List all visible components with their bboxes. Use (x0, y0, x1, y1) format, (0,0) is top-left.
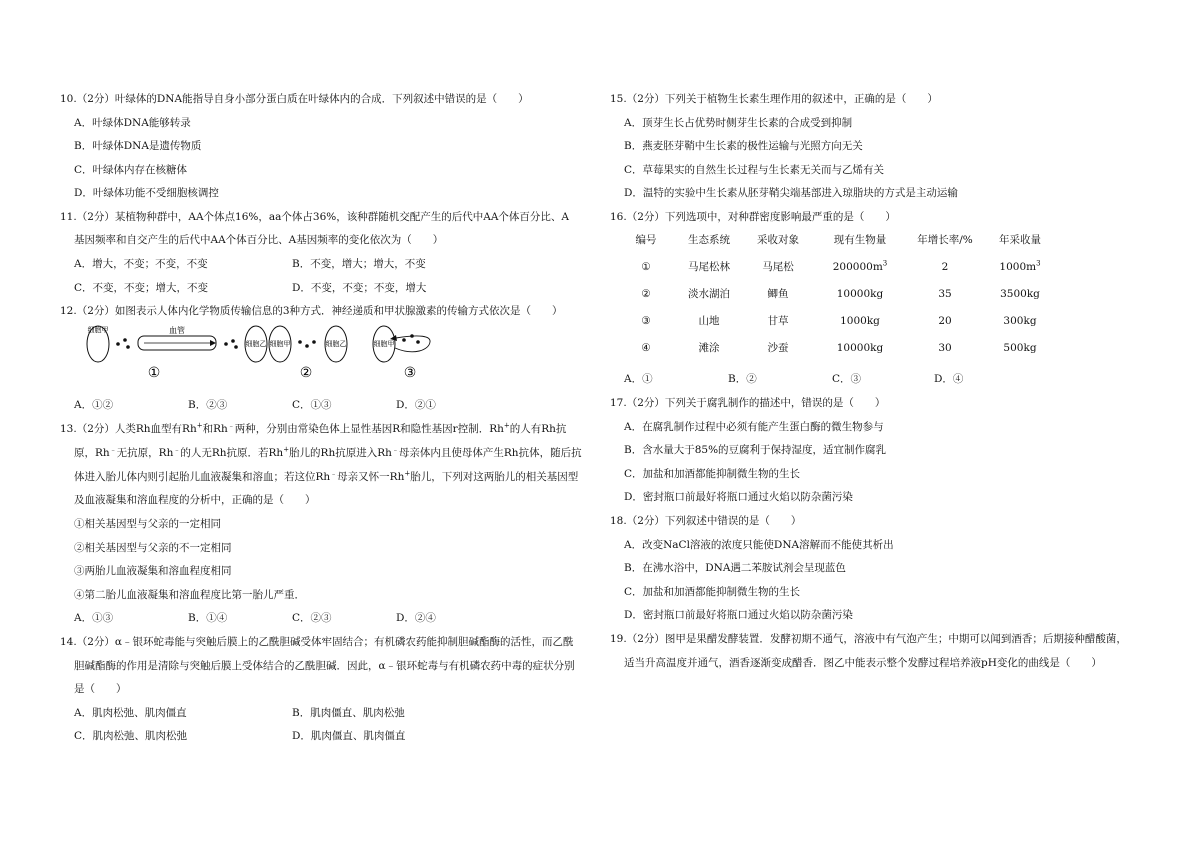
q16-option-a: A．① (624, 373, 653, 385)
table-cell: ③ (641, 314, 651, 327)
table-cell: 10000kg (836, 287, 884, 300)
table-cell: 3500kg (1000, 287, 1040, 300)
table-cell: 山地 (698, 315, 720, 327)
q16-option-c: C．③ (832, 373, 862, 385)
q11-option-a: A．增大，不变；不变，不变 (74, 258, 208, 270)
q15-option-b: B．燕麦胚芽鞘中生长素的极性运输与光照方向无关 (624, 140, 863, 152)
q13-statement-2: ②相关基因型与父亲的不一定相同 (74, 542, 232, 554)
figure-number-1: ① (147, 365, 161, 381)
q13-statement-3: ③两胎儿血液凝集和溶血程度相同 (74, 565, 232, 577)
q12-stem: 12.（2分）如图表示人体内化学物质传输信息的3种方式．神经递质和甲状腺激素的传输方式依次是（ ） (60, 305, 563, 317)
q14-line3: 是（ ） (74, 683, 127, 695)
table-cell: 300kg (1003, 314, 1037, 327)
q17-option-d: D．密封瓶口前最好将瓶口通过火焰以防杂菌污染 (624, 491, 853, 503)
q14-line1: 14.（2分）α﹣银环蛇毒能与突触后膜上的乙酰胆碱受体牢固结合；有机磷农药能抑制胆碱酯酶的活性，而乙酰 (60, 636, 574, 648)
table-header-cell: 年增长率/% (917, 234, 973, 246)
q17-option-c: C．加盐和加酒都能抑制微生物的生长 (624, 468, 801, 480)
table-cell: 30 (938, 341, 952, 354)
q16-table (618, 226, 1058, 361)
q16-stem: 16.（2分）下列选项中，对种群密度影响最严重的是（ ） (610, 211, 896, 223)
q13-option-c: C．②③ (292, 612, 332, 624)
table-header-cell: 年采收量 (999, 234, 1041, 246)
table-cell: 鲫鱼 (767, 288, 789, 300)
table-header-cell: 生态系统 (688, 234, 730, 246)
q19-line2: 适当升高温度并通气，酒香逐渐变成醋香．图乙中能表示整个发酵过程培养液pH变化的曲线是（ ） (624, 657, 1102, 669)
q15-stem: 15.（2分）下列关于植物生长素生理作用的叙述中，正确的是（ ） (610, 93, 938, 105)
q15-option-a: A．顶芽生长占优势时侧芽生长素的合成受到抑制 (624, 117, 853, 129)
q10-option-b: B．叶绿体DNA是遗传物质 (74, 140, 202, 152)
q11-stem-line1: 11.（2分）某植物种群中，AA个体点16%，aa个体占36%，该种群随机交配产生的后代中AA个体百分比、A (60, 211, 569, 223)
cell-a-3-label: 细胞甲 (373, 340, 395, 348)
q10-option-a: A．叶绿体DNA能够转录 (74, 117, 191, 129)
signal-transmission-figure (84, 322, 454, 382)
q13-option-b: B．①④ (188, 612, 228, 624)
figure-number-3: ③ (403, 365, 417, 381)
table-row (618, 307, 1058, 334)
q13-line1: 13.（2分）人类Rh血型有Rh+和Rh﹣两种，分别由常染色体上显性基因R和隐性基因r控制．Rh+的人有Rh抗 (60, 421, 567, 435)
table-cell: 500kg (1003, 341, 1037, 354)
q14-option-a: A．肌肉松弛、肌肉僵直 (74, 707, 187, 719)
q13-option-a: A．①③ (74, 612, 114, 624)
table-cell: 35 (938, 287, 952, 300)
table-cell: ① (641, 260, 651, 273)
q12-option-b: B．②③ (188, 399, 228, 411)
q17-stem: 17.（2分）下列关于腐乳制作的描述中，错误的是（ ） (610, 397, 886, 409)
q17-option-b: B．含水量大于85%的豆腐利于保持湿度，适宜制作腐乳 (624, 444, 887, 456)
table-header-cell: 采收对象 (757, 234, 799, 246)
table-cell: 甘草 (767, 315, 789, 327)
q11-stem-line2: 基因频率和自交产生的后代中AA个体百分比、A基因频率的变化依次为（ ） (74, 234, 444, 246)
q18-stem: 18.（2分）下列叙述中错误的是（ ） (610, 515, 802, 527)
table-header-cell: 编号 (635, 234, 657, 246)
q12-diagram (84, 322, 454, 382)
table-cell: 2 (941, 260, 949, 273)
table-header-row (618, 226, 1058, 253)
q11-option-c: C．不变，不变；增大，不变 (74, 282, 209, 294)
q13-statement-4: ④第二胎儿血液凝集和溶血程度比第一胎儿严重． (74, 589, 305, 601)
table-cell: 马尾松 (762, 261, 794, 273)
table-cell: 沙蚕 (767, 342, 789, 354)
q16-option-d: D．④ (934, 373, 964, 385)
table-cell: $200000m^3$ (832, 259, 888, 273)
cell-b-1-label: 细胞乙 (245, 340, 267, 348)
vessel-label: 血管 (169, 326, 185, 335)
q18-option-d: D．密封瓶口前最好将瓶口通过火焰以防杂菌污染 (624, 609, 853, 621)
q12-option-c: C．①③ (292, 399, 332, 411)
q10-option-c: C．叶绿体内存在核糖体 (74, 164, 188, 176)
q12-option-d: D．②① (396, 399, 436, 411)
q17-option-a: A．在腐乳制作过程中必须有能产生蛋白酶的微生物参与 (624, 421, 884, 433)
figure-number-2: ② (299, 365, 313, 381)
q11-option-b: B．不变，增大；增大，不变 (292, 258, 426, 270)
table-row (618, 280, 1058, 307)
table-cell: ② (641, 287, 651, 300)
q10-option-d: D．叶绿体功能不受细胞核调控 (74, 187, 219, 199)
q15-option-d: D．温特的实验中生长素从胚芽鞘尖端基部进入琼脂块的方式是主动运输 (624, 187, 958, 199)
q10-stem: 10.（2分）叶绿体的DNA能指导自身小部分蛋白质在叶绿体内的合成．下列叙述中错误的是（ ） (60, 93, 529, 105)
q13-line3: 体进入胎儿体内则引起胎儿血液凝集和溶血；若这位Rh﹣母亲又怀一Rh+胎儿，下列对这两胎儿的相关基因型 (74, 469, 579, 483)
cell-a-1-label: 细胞甲 (87, 326, 109, 334)
table-header-cell: 现有生物量 (833, 234, 887, 246)
q16-option-b: B．② (728, 373, 757, 385)
table-cell: $1000m^3$ (999, 259, 1041, 273)
table-row (618, 334, 1058, 361)
q14-option-d: D．肌肉僵直、肌肉僵直 (292, 730, 406, 742)
q13-statement-1: ①相关基因型与父亲的一定相同 (74, 518, 221, 530)
table-cell: 1000kg (840, 314, 880, 327)
q13-line4: 及血液凝集和溶血程度的分析中，正确的是（ ） (74, 494, 316, 506)
table-cell: ④ (641, 341, 651, 354)
table-cell: 10000kg (836, 341, 884, 354)
q14-option-b: B．肌肉僵直、肌肉松弛 (292, 707, 405, 719)
q12-option-a: A．①② (74, 399, 114, 411)
q13-option-d: D．②④ (396, 612, 436, 624)
q19-line1: 19.（2分）图甲是果醋发酵装置．发酵初期不通气，溶液中有气泡产生；中期可以闻到酒香；后期接种醋酸菌， (610, 633, 1127, 645)
q18-option-c: C．加盐和加酒都能抑制微生物的生长 (624, 586, 801, 598)
table-row (618, 253, 1058, 280)
table-cell: 滩涂 (698, 342, 720, 354)
q15-option-c: C．草莓果实的自然生长过程与生长素无关而与乙烯有关 (624, 164, 885, 176)
table-cell: 20 (938, 314, 952, 327)
q11-option-d: D．不变，不变；不变，增大 (292, 282, 427, 294)
cell-b-2-label: 细胞乙 (325, 340, 347, 348)
q14-option-c: C．肌肉松弛、肌肉松弛 (74, 730, 188, 742)
q18-option-a: A．改变NaCl溶液的浓度只能使DNA溶解而不能使其析出 (624, 539, 894, 551)
table-cell: 淡水湖泊 (688, 288, 730, 300)
q13-line2: 原，Rh﹣无抗原，Rh﹣的人无Rh抗原．若Rh+胎儿的Rh抗原进入Rh﹣母亲体内且使母体产生Rh抗体，随后抗 (74, 445, 582, 459)
table-cell: 马尾松林 (688, 261, 730, 273)
q18-option-b: B．在沸水浴中，DNA遇二苯胺试剂会呈现蓝色 (624, 562, 846, 574)
q14-line2: 胆碱酯酶的作用是清除与突触后膜上受体结合的乙酰胆碱．因此，α﹣银环蛇毒与有机磷农药中毒的症状分别 (74, 660, 575, 672)
cell-a-2-label: 细胞甲 (269, 340, 291, 348)
